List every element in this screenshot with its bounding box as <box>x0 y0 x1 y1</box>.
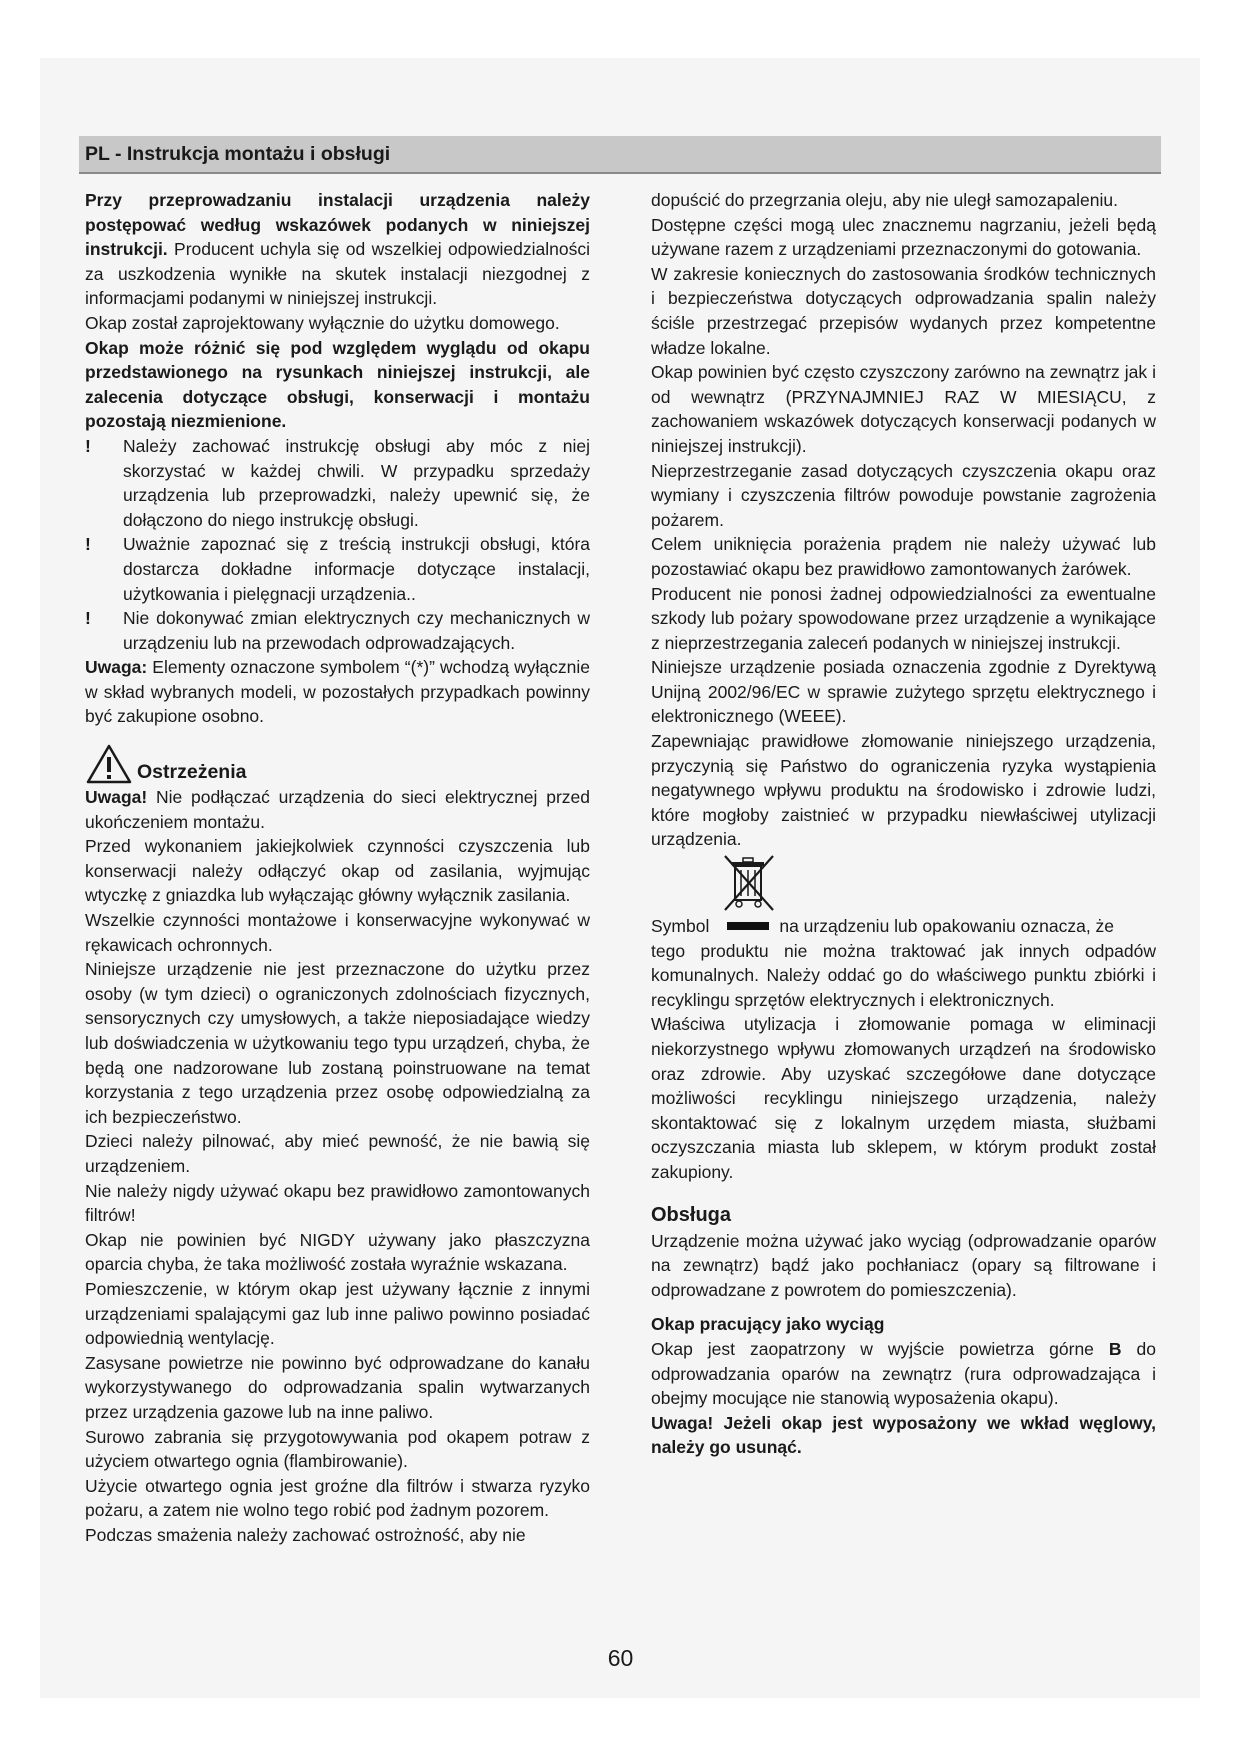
paragraph: Niniejsze urządzenie nie jest przeznaczone do użytku przez osoby (w tym dzieci) o ograniczonych zdolnościach fizycznych, sensorycznych czy umysłowych, a także nieposiadające wiedzy lub doświadczenia w użytkowaniu tego typu urządzeń, chyba, że będą one nadzorowane lub zostaną poinstruowane na temat korzystania z tego urządzenia przez osobę odpowiedzialną za ich bezpieczeństwo. <box>85 959 590 1127</box>
paragraph: Podczas smażenia należy zachować ostrożność, aby nie <box>85 1524 526 1545</box>
warning-label: Uwaga! <box>85 787 148 808</box>
bullet-text: Nie dokonywać zmian elektrycznych czy mechanicznych w urządzeniu lub na przewodach odprowadzających. <box>123 608 590 653</box>
paragraph: Nie należy nigdy używać okapu bez prawidłowo zamontowanych filtrów! <box>85 1180 590 1226</box>
paragraph: Okap powinien być często czyszczony zarówno na zewnątrz jak i od wewnątrz (PRZYNAJMNIEJ RAZ W MIESIĄCU, z zachowaniem wskazówek dotyczących konserwacji podanych w niniejszej instrukcji). <box>651 362 1156 456</box>
exclamation-icon: ! <box>85 608 91 629</box>
bullet-item <box>85 532 590 606</box>
bullet-text: Należy zachować instrukcję obsługi aby móc z niej skorzystać w każdej chwili. W przypadku sprzedaży urządzenia lub przeprowadzki, należy upewnić się, że dołączono do niego instrukcję obsługi. <box>123 435 590 530</box>
paragraph: Okap nie powinien być NIGDY używany jako płaszczyzna oparcia chyba, że taka możliwość została wyraźnie wskazana. <box>85 1229 590 1275</box>
paragraph: W zakresie koniecznych do zastosowania środków technicznych i bezpieczeństwa dotyczących odprowadzania spalin należy ściśle przestrzegać przepisów wydanych przez kompetentne władze lokalne. <box>651 263 1156 358</box>
operation-title: Obsługa <box>651 1203 732 1226</box>
note-label: Uwaga: <box>85 657 148 678</box>
paragraph: Zasysane powietrze nie powinno być odprowadzane do kanału wykorzystywanego do odprowadzania spalin wytwarzanych przez urządzenia gazowe lub na inne paliwo. <box>85 1352 590 1422</box>
symbol-word: Symbol <box>651 916 710 937</box>
operation-text: Urządzenie można używać jako wyciąg (odprowadzanie oparów na zewnątrz) bądź jako pochłaniacz (opary są filtrowane i odprowadzane z powrotem do pomieszczenia). <box>651 1230 1156 1300</box>
warnings-heading <box>85 741 590 785</box>
left-column <box>85 188 590 1547</box>
disposal-paragraph: Właściwa utylizacja i złomowanie pomaga w eliminacji niekorzystnego wpływu złomowanych urządzeń na środowisko oraz zdrowie. Aby uzyskać szczegółowe dane dotyczące możliwości recyklingu niniejszego urządzenia, należy skontaktować się z lokalnym urzędem miasta, służbami oczyszczania miasta lub sklepem, w którym produkt został zakupiony. <box>651 1014 1156 1182</box>
extract-warning: Uwaga! Jeżeli okap jest wyposażony we wkład węglowy, należy go usunąć. <box>651 1412 1156 1458</box>
extract-letter: B <box>1108 1338 1122 1359</box>
extract-title: Okap pracujący jako wyciąg <box>651 1314 885 1335</box>
warning-text: Nie podłączać urządzenia do sieci elektrycznej przed ukończeniem montażu. <box>85 787 590 832</box>
bullet-item <box>85 606 590 655</box>
paragraph: Celem uniknięcia porażenia prądem nie należy używać lub pozostawiać okapu bez prawidłowo zamontowanych żarówek. <box>651 534 1156 579</box>
symbol-after: na urządzeniu lub opakowaniu oznacza, że <box>779 916 1115 937</box>
paragraph: Pomieszczenie, w którym okap jest używany łącznie z innymi urządzeniami spalającymi gaz lub inne paliwo powinno posiadać odpowiednią wentylację. <box>85 1278 590 1349</box>
exclamation-icon: ! <box>85 435 91 456</box>
appearance-notice: Okap może różnić się pod względem wyglądu od okapu przedstawionego na rysunkach niniejszej instrukcji, ale zalecenia dotyczące obsługi, konserwacji i montażu pozostają niezmienione. <box>85 337 590 432</box>
paragraph: Przed wykonaniem jakiejkolwiek czynności czyszczenia lub konserwacji należy odłączyć okap od zasilania, wyjmując wtyczkę z gniazdka lub wyłączając główny wyłącznik zasilania. <box>85 836 590 906</box>
paragraph: dopuścić do przegrzania oleju, aby nie uległ samozapaleniu. <box>651 190 1118 210</box>
section-title: PL - Instrukcja montażu i obsługi <box>85 143 391 165</box>
symbol-rest: tego produktu nie można traktować jak innych odpadów komunalnych. Należy oddać go do właściwego punktu zbiórki i recyklingu sprzętów elektrycznych i elektronicznych. <box>651 940 1156 1010</box>
paragraph: Dzieci należy pilnować, aby mieć pewność, że nie bawią się urządzeniem. <box>85 1131 590 1176</box>
intro-rest: Producent uchyla się od wszelkiej odpowiedzialności za uszkodzenia wynikłe na skutek instalacji niezgodnej z informacjami podanymi w niniejszej instrukcji. <box>85 239 590 309</box>
paragraph: Nieprzestrzeganie zasad dotyczących czyszczenia okapu oraz wymiany i czyszczenia filtrów powoduje powstanie zagrożenia pożarem. <box>651 460 1156 530</box>
note-text: Elementy oznaczone symbolem “(*)” wchodzą wyłącznie w skład wybranych modeli, w pozostałych przypadkach powinny być zakupione osobno. <box>85 657 590 727</box>
paragraph: Niniejsze urządzenie posiada oznaczenia zgodnie z Dyrektywą Unijną 2002/96/EC w sprawie zużytego sprzętu elektrycznego i elektronicznego (WEEE). <box>651 657 1156 727</box>
crossed-bin-icon <box>721 852 777 914</box>
weee-symbol-area <box>651 852 1156 914</box>
paragraph: Dostępne części mogą ulec znacznemu nagrzaniu, jeżeli będą używane razem z urządzeniami przeznaczonymi do gotowania. <box>651 214 1156 260</box>
section-header <box>79 136 1161 174</box>
symbol-line <box>651 914 1156 939</box>
symbol-bar-icon <box>727 922 769 930</box>
domestic-use: Okap został zaprojektowany wyłącznie do użytku domowego. <box>85 312 560 333</box>
extract-pre: Okap jest zaopatrzony w wyjście powietrza górne <box>651 1338 1094 1359</box>
intro-paragraph <box>85 188 590 311</box>
exclamation-icon: ! <box>85 534 91 555</box>
extract-post: do odprowadzania oparów na zewnątrz (rura odprowadzająca i obejmy mocujące nie stanowią wyposażenia okapu). <box>651 1338 1156 1409</box>
page-number: 60 <box>607 1645 634 1671</box>
warnings-title: Ostrzeżenia <box>137 761 247 784</box>
bullet-text: Uważnie zapoznać się z treścią instrukcji obsługi, która dostarcza dokładne informacje dotyczące instalacji, użytkowania i pielęgnacji urządzenia.. <box>123 534 590 604</box>
intro-bold: Przy przeprowadzaniu instalacji urządzenia należy postępować według wskazówek podanych w niniejszej instrukcji. <box>85 190 590 260</box>
paragraph: Wszelkie czynności montażowe i konserwacyjne wykonywać w rękawicach ochronnych. <box>85 910 590 955</box>
paragraph: Producent nie ponosi żadnej odpowiedzialności za ewentualne szkody lub pożary spowodowane przez urządzenie a wynikające z nieprzestrzegania zaleceń podanych w niniejszej instrukcji. <box>651 583 1156 653</box>
warning-triangle-icon <box>85 743 133 785</box>
warning-paragraph <box>85 785 590 834</box>
extract-paragraph <box>651 1337 1156 1411</box>
paragraph: Surowo zabrania się przygotowywania pod okapem potraw z użyciem otwartego ognia (flambirowanie). <box>85 1426 590 1472</box>
paragraph: Użycie otwartego ognia jest groźne dla filtrów i stwarza ryzyko pożaru, a zatem nie wolno tego robić pod żadnym pozorem. <box>85 1475 590 1521</box>
bullet-item <box>85 434 590 532</box>
right-column <box>651 188 1156 1460</box>
paragraph: Zapewniając prawidłowe złomowanie niniejszego urządzenia, przyczynią się Państwo do ograniczenia ryzyka wystąpienia negatywnego wpływu produktu na środowisko i zdrowie ludzi, które mogłoby zaistnieć w przypadku niewłaściwej utylizacji urządzenia. <box>651 731 1156 850</box>
note-paragraph <box>85 655 590 729</box>
